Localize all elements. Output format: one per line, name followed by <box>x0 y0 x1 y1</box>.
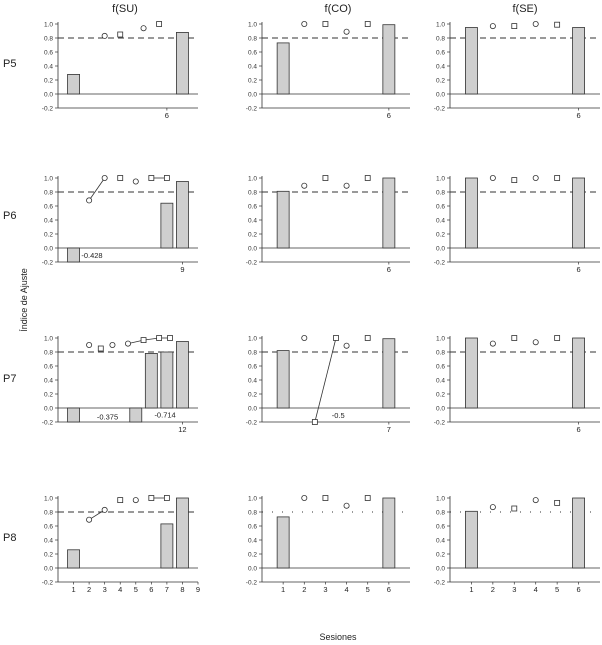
panel-p8-f-su-ytick-label: 0.4 <box>43 537 53 545</box>
panel-p6-f-se-ytick-label: 0.6 <box>435 203 445 211</box>
panel-p8-f-su-circle-point-0 <box>87 517 92 522</box>
panel-p7-f-co-square-point-0 <box>312 420 317 425</box>
panel-p7-f-co-square-point-2 <box>365 336 370 341</box>
panel-p6-f-se-ytick-label: 1.0 <box>435 175 445 183</box>
panel-p8-f-co-circle-point-0 <box>302 495 307 500</box>
panel-p5-f-co-circle-point-0 <box>302 21 307 26</box>
panel-p8-f-co-ytick-label: 0.8 <box>247 509 257 517</box>
panel-p5-f-su-ytick-label: -0.2 <box>41 105 53 113</box>
panel-p8-f-co-ytick-label: 0.4 <box>247 537 257 545</box>
panel-p8-f-su-square-point-1 <box>149 496 154 501</box>
panel-p5-f-su-circle-point-0 <box>102 33 107 38</box>
panel-p8-f-su-xtick-label-0: 1 <box>71 585 76 594</box>
panel-p6-f-se-circle-point-0 <box>490 175 495 180</box>
panel-p8-f-su-square-point-0 <box>118 498 123 503</box>
panel-p8-f-se-bar-0 <box>465 511 477 568</box>
panel-p6-f-su-square-point-2 <box>164 176 169 181</box>
panel-p8-f-co <box>246 495 410 594</box>
row-label-p5: P5 <box>3 58 17 70</box>
panel-p5-f-co-bar-0 <box>277 43 289 94</box>
panel-p7-f-su-bar-2 <box>145 353 157 408</box>
panel-p5-f-se-ytick-label: 0.6 <box>435 49 445 57</box>
column-title-se: f(SE) <box>512 3 538 15</box>
panel-p7-f-se-ytick-label: -0.2 <box>433 419 445 427</box>
panel-p6-f-co-ytick-label: 0.4 <box>247 217 257 225</box>
panel-p8-f-se-xtick-label-4: 5 <box>555 585 560 594</box>
panel-p8-f-co-xtick-label-2: 3 <box>323 585 328 594</box>
column-title-co: f(CO) <box>324 3 352 15</box>
panel-p5-f-co-ytick-label: 0.6 <box>247 49 257 57</box>
panel-p6-f-su-bar-0 <box>68 248 80 262</box>
panel-p6-f-su-ytick-label: 0.2 <box>43 231 53 239</box>
panel-p8-f-su-xtick-label-6: 7 <box>164 585 169 594</box>
panel-p8-f-su-ytick-label: 0.6 <box>43 523 53 531</box>
panel-p8-f-su-ytick-label: 0.0 <box>43 565 53 573</box>
column-title-su: f(SU) <box>112 3 138 15</box>
panel-p7-f-su-ytick-label: 0.2 <box>43 391 53 399</box>
panel-p5-f-su-square-point-1 <box>157 22 162 27</box>
panel-p6-f-se-square-point-0 <box>512 178 517 183</box>
panel-p7-f-su-circle-point-0 <box>87 342 92 347</box>
panel-p8-f-se-circle-point-0 <box>490 505 495 510</box>
panel-p7-f-co-ytick-label: -0.2 <box>245 419 257 427</box>
panel-p7-f-se-square-point-0 <box>512 336 517 341</box>
panel-p6-f-se <box>434 175 600 274</box>
panel-p7-f-co-xtick-label-0: 7 <box>386 425 391 434</box>
panel-p8-f-co-xtick-label-4: 5 <box>365 585 370 594</box>
panel-p7-f-su-value-label-0: -0.375 <box>96 412 119 422</box>
panel-p6-f-co-circle-point-0 <box>302 183 307 188</box>
panel-p5-f-su-square-point-0 <box>118 32 123 37</box>
panel-p8-f-co-xtick-label-1: 2 <box>302 585 307 594</box>
panel-p6-f-co-ytick-label: 0.0 <box>247 245 257 253</box>
panel-p5-f-su <box>42 22 198 121</box>
column-titles <box>112 3 537 15</box>
panel-p8-f-se-ytick-label: -0.2 <box>433 579 445 587</box>
panel-p8-f-se-ytick-label: 0.4 <box>435 537 445 545</box>
panel-p5-f-su-circle-point-1 <box>141 26 146 31</box>
panel-p7-f-su-ytick-label: 0.0 <box>43 405 53 413</box>
panel-p5-f-co-square-point-1 <box>365 22 370 27</box>
panel-p7-f-co-ytick-label: 0.0 <box>247 405 257 413</box>
panel-p6-f-su-connector-0 <box>89 178 105 200</box>
panel-p8-f-su-ytick-label: 0.8 <box>43 509 53 517</box>
panel-p6-f-co-bar-1 <box>383 178 395 248</box>
panel-p6-f-co-ytick-label: 0.8 <box>247 189 257 197</box>
panel-p6-f-su-ytick-label: -0.2 <box>41 259 53 267</box>
panel-p7-f-co-ytick-label: 0.6 <box>247 363 257 371</box>
panel-p8-f-su-bar-1 <box>161 524 173 568</box>
row-label-p7: P7 <box>3 373 17 385</box>
panel-p6-f-su-ytick-label: 1.0 <box>43 175 53 183</box>
panel-p8-f-se-square-point-0 <box>512 506 517 511</box>
panel-p5-f-se-bar-1 <box>573 28 585 95</box>
panel-p5-f-co-ytick-label: 0.0 <box>247 91 257 99</box>
panel-p8-f-se-ytick-label: 0.6 <box>435 523 445 531</box>
panel-p7-f-su-circle-point-1 <box>110 342 115 347</box>
panel-p8-f-co-ytick-label: -0.2 <box>245 579 257 587</box>
panel-p6-f-su-bar-1 <box>161 203 173 248</box>
panel-p7-f-su-ytick-label: -0.2 <box>41 419 53 427</box>
panel-p6-f-su-circle-point-1 <box>102 175 107 180</box>
panel-p7-f-su-xtick-label-0: 12 <box>178 425 187 434</box>
panel-p7-f-co-ytick-label: 0.4 <box>247 377 257 385</box>
panel-p7-f-se-ytick-label: 1.0 <box>435 335 445 343</box>
panel-p7-f-su-bar-4 <box>176 342 188 409</box>
panel-p5-f-co-ytick-label: 1.0 <box>247 21 257 29</box>
panel-p7-f-se-ytick-label: 0.2 <box>435 391 445 399</box>
panel-p8-f-su-circle-point-1 <box>102 507 107 512</box>
panel-p5-f-se-ytick-label: -0.2 <box>433 105 445 113</box>
panels <box>42 21 600 594</box>
panel-p7-f-su-square-point-1 <box>141 338 146 343</box>
panel-p7-f-se-bar-0 <box>465 338 477 408</box>
panel-p5-f-co <box>246 21 410 120</box>
x-axis-label: Sesiones <box>319 632 357 642</box>
panel-p7-f-co-ytick-label: 1.0 <box>247 335 257 343</box>
panel-p5-f-co-bar-1 <box>383 25 395 94</box>
panel-p7-f-se-ytick-label: 0.4 <box>435 377 445 385</box>
panel-p5-f-se-ytick-label: 1.0 <box>435 21 445 29</box>
panel-p5-f-co-ytick-label: 0.4 <box>247 63 257 71</box>
panel-p5-f-co-xtick-label-0: 6 <box>386 111 391 120</box>
panel-p8-f-se-ytick-label: 1.0 <box>435 495 445 503</box>
panel-p6-f-co-square-point-0 <box>323 176 328 181</box>
panel-p5-f-se-circle-point-0 <box>490 24 495 29</box>
panel-p7-f-su-ytick-label: 0.4 <box>43 377 53 385</box>
panel-p6-f-co-ytick-label: 0.2 <box>247 231 257 239</box>
panel-p7-f-co-ytick-label: 0.2 <box>247 391 257 399</box>
panel-p5-f-se-xtick-label-0: 6 <box>576 111 581 120</box>
panel-p6-f-su-circle-point-0 <box>87 198 92 203</box>
panel-p8-f-co-bar-1 <box>383 498 395 568</box>
panel-p5-f-su-ytick-label: 0.8 <box>43 35 53 43</box>
panel-p8-f-se-square-point-1 <box>555 500 560 505</box>
panel-p8-f-se-bar-1 <box>573 498 585 568</box>
panel-p7-f-co-connector-0 <box>315 338 336 422</box>
panel-p5-f-co-square-point-0 <box>323 22 328 27</box>
panel-p7-f-co-circle-point-0 <box>302 335 307 340</box>
panel-p7-f-co-value-label-0: -0.5 <box>331 411 345 420</box>
panel-p8-f-su-xtick-label-4: 5 <box>133 585 138 594</box>
panel-p8-f-su-square-point-2 <box>164 496 169 501</box>
panel-p6-f-co-square-point-1 <box>365 176 370 181</box>
panel-p8-f-co-ytick-label: 0.2 <box>247 551 257 559</box>
panel-p6-f-se-ytick-label: 0.2 <box>435 231 445 239</box>
row-label-p6: P6 <box>3 210 17 222</box>
panel-p7-f-co <box>246 335 410 434</box>
panel-p6-f-co-bar-0 <box>277 191 289 248</box>
panel-p7-f-se-circle-point-0 <box>490 341 495 346</box>
panel-p8-f-co-xtick-label-5: 6 <box>386 585 391 594</box>
panel-p8-f-co-xtick-label-0: 1 <box>281 585 286 594</box>
panel-p7-f-su-bar-0 <box>68 408 80 422</box>
panel-p5-f-su-ytick-label: 1.0 <box>43 21 53 29</box>
panel-p8-f-se-xtick-label-5: 6 <box>576 585 581 594</box>
panel-p5-f-se-ytick-label: 0.4 <box>435 63 445 71</box>
panel-p8-f-su-ytick-label: 0.2 <box>43 551 53 559</box>
panel-p6-f-co-circle-point-1 <box>344 183 349 188</box>
panel-p8-f-se-ytick-label: 0.8 <box>435 509 445 517</box>
panel-p5-f-su-ytick-label: 0.4 <box>43 63 53 71</box>
panel-p8-f-co-circle-point-1 <box>344 503 349 508</box>
panel-p6-f-su-ytick-label: 0.4 <box>43 217 53 225</box>
panel-p8-f-su-xtick-label-7: 8 <box>180 585 185 594</box>
panel-p7-f-co-bar-1 <box>383 339 395 408</box>
panel-p8-f-su-ytick-label: -0.2 <box>41 579 53 587</box>
panel-p7-f-co-square-point-1 <box>334 336 339 341</box>
panel-p8-f-se <box>434 496 600 595</box>
panel-p7-f-se-ytick-label: 0.8 <box>435 349 445 357</box>
panel-p6-f-se-ytick-label: 0.8 <box>435 189 445 197</box>
panel-p5-f-co-ytick-label: -0.2 <box>245 105 257 113</box>
panel-p6-f-se-bar-0 <box>465 178 477 248</box>
panel-p8-f-se-xtick-label-0: 1 <box>469 585 474 594</box>
panel-p8-f-su-bar-0 <box>68 550 80 568</box>
panel-p6-f-co-ytick-label: -0.2 <box>245 259 257 267</box>
panel-p6-f-su-bar-2 <box>176 182 188 249</box>
panel-p8-f-se-ytick-label: 0.0 <box>435 565 445 573</box>
panel-p8-f-se-xtick-label-3: 4 <box>533 585 538 594</box>
panel-p7-f-su-value-label-1: -0.714 <box>154 410 176 420</box>
panel-p7-f-se-ytick-label: 0.0 <box>435 405 445 413</box>
panel-p5-f-se-square-point-1 <box>555 22 560 27</box>
panel-p8-f-su-xtick-label-5: 6 <box>149 585 154 594</box>
panel-p8-f-su-bar-2 <box>176 498 188 568</box>
panel-p5-f-su-xtick-label-0: 6 <box>164 111 169 120</box>
panel-p7-f-co-ytick-label: 0.8 <box>247 349 257 357</box>
panel-p5-f-se-ytick-label: 0.0 <box>435 91 445 99</box>
panel-p7-f-su-bar-1 <box>130 408 142 422</box>
y-axis-label: Índice de Ajuste <box>19 268 29 332</box>
panel-p7-f-co-bar-0 <box>277 351 289 408</box>
panel-p5-f-su-bar-1 <box>176 32 188 94</box>
panel-p8-f-su-xtick-label-1: 2 <box>87 585 92 594</box>
panel-p7-f-su-square-point-0 <box>98 346 103 351</box>
panel-p8-f-se-xtick-label-2: 3 <box>512 585 517 594</box>
panel-p8-f-su-xtick-label-2: 3 <box>102 585 107 594</box>
panel-p6-f-se-bar-1 <box>573 178 585 248</box>
panel-p8-f-su-circle-point-2 <box>133 498 138 503</box>
panel-p6-f-se-xtick-label-0: 6 <box>576 265 581 274</box>
panel-p5-f-se <box>434 21 600 120</box>
panel-p7-f-su-ytick-label: 0.8 <box>43 349 53 357</box>
panel-p5-f-se-circle-point-1 <box>533 21 538 26</box>
panel-p7-f-su <box>42 336 198 435</box>
panel-p6-f-co-ytick-label: 1.0 <box>247 175 257 183</box>
panel-p6-f-su <box>42 175 198 274</box>
panel-p5-f-su-ytick-label: 0.6 <box>43 49 53 57</box>
panel-p6-f-su-square-point-0 <box>118 176 123 181</box>
panel-p6-f-co-xtick-label-0: 6 <box>386 265 391 274</box>
panel-p8-f-co-xtick-label-3: 4 <box>344 585 349 594</box>
panel-p7-f-se-bar-1 <box>573 338 585 408</box>
panel-p7-f-se-square-point-1 <box>555 336 560 341</box>
panel-p5-f-su-ytick-label: 0.0 <box>43 91 53 99</box>
panel-p7-f-se-xtick-label-0: 6 <box>576 425 581 434</box>
panel-p7-f-su-bar-3 <box>161 352 173 408</box>
panel-p7-f-se-circle-point-1 <box>533 340 538 345</box>
panel-p7-f-su-square-point-2 <box>157 336 162 341</box>
panel-p6-f-se-circle-point-1 <box>533 175 538 180</box>
panel-p6-f-su-ytick-label: 0.8 <box>43 189 53 197</box>
panel-p6-f-co <box>246 176 410 275</box>
panel-p6-f-su-square-point-1 <box>149 176 154 181</box>
panel-p8-f-su-xtick-label-8: 9 <box>195 585 201 594</box>
panel-p6-f-su-ytick-label: 0.0 <box>43 245 53 253</box>
panel-p8-f-se-ytick-label: 0.2 <box>435 551 445 559</box>
panel-p5-f-se-ytick-label: 0.8 <box>435 35 445 43</box>
panel-p5-f-co-ytick-label: 0.2 <box>247 77 257 85</box>
panel-p7-f-se-ytick-label: 0.6 <box>435 363 445 371</box>
panel-p6-f-su-value-label-0: -0.428 <box>81 251 103 260</box>
panel-p6-f-se-ytick-label: 0.4 <box>435 217 445 225</box>
panel-p5-f-su-ytick-label: 0.2 <box>43 77 53 85</box>
panel-p7-f-su-ytick-label: 1.0 <box>43 335 53 343</box>
panel-p7-f-se <box>434 336 600 435</box>
panel-p5-f-co-ytick-label: 0.8 <box>247 35 257 43</box>
panel-p5-f-se-ytick-label: 0.2 <box>435 77 445 85</box>
panel-p5-f-se-square-point-0 <box>512 24 517 29</box>
panel-p6-f-se-ytick-label: 0.0 <box>435 245 445 253</box>
panel-p6-f-se-square-point-1 <box>555 176 560 181</box>
panel-p5-f-se-bar-0 <box>465 28 477 95</box>
panel-p7-f-su-circle-point-2 <box>125 341 130 346</box>
panel-p6-f-su-xtick-label-0: 9 <box>180 265 185 274</box>
panel-p7-f-co-circle-point-1 <box>344 343 349 348</box>
panel-p7-f-su-ytick-label: 0.6 <box>43 363 53 371</box>
panel-p8-f-co-ytick-label: 0.6 <box>247 523 257 531</box>
panel-p8-f-co-ytick-label: 1.0 <box>247 495 257 503</box>
panel-p8-f-su-ytick-label: 1.0 <box>43 495 53 503</box>
panel-p8-f-se-xtick-label-1: 2 <box>490 585 495 594</box>
row-labels <box>3 58 16 544</box>
row-label-p8: P8 <box>3 532 17 544</box>
panel-p8-f-co-square-point-0 <box>323 496 328 501</box>
panel-p8-f-su-xtick-label-3: 4 <box>118 585 123 594</box>
panel-p6-f-se-ytick-label: -0.2 <box>433 259 445 267</box>
panel-p5-f-su-bar-0 <box>68 74 80 94</box>
panel-p8-f-co-bar-0 <box>277 517 289 568</box>
panel-p7-f-su-square-point-3 <box>168 336 173 341</box>
panel-p6-f-su-circle-point-2 <box>133 179 138 184</box>
panel-p8-f-su <box>42 496 200 595</box>
panel-p8-f-co-ytick-label: 0.0 <box>247 565 257 573</box>
panel-p6-f-su-ytick-label: 0.6 <box>43 203 53 211</box>
panel-p6-f-co-ytick-label: 0.6 <box>247 203 257 211</box>
panel-p8-f-co-square-point-1 <box>365 496 370 501</box>
panel-p8-f-se-circle-point-1 <box>533 498 538 503</box>
panel-p5-f-co-circle-point-1 <box>344 29 349 34</box>
